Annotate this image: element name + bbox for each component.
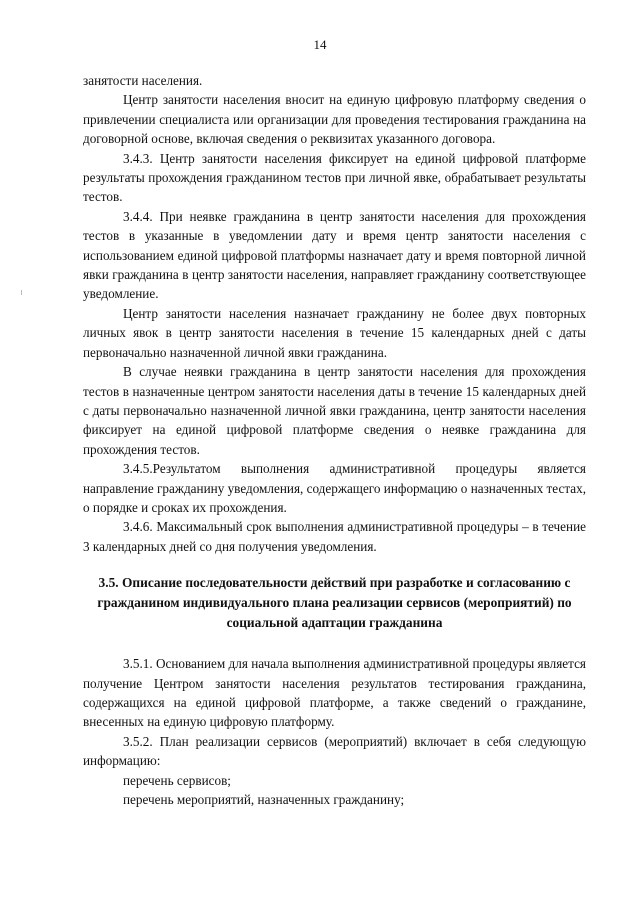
paragraph: 3.4.5.Результатом выполнения административной процедуры является направление гражданину уведомления, содержащего информацию о назначенных тестах, о порядке и сроках их прохождения. [83,461,587,515]
page-content [83,71,586,809]
scan-margin-mark [21,290,22,295]
list-item: перечень мероприятий, назначенных гражданину; [123,792,405,807]
page-number: 14 [313,37,327,52]
paragraph: Центр занятости населения назначает гражданину не более двух повторных личных явок в центр занятости населения в течение 15 календарных дней с даты первоначально назначенной личной явки гражданина. [83,305,586,360]
paragraph: 3.4.3. Центр занятости населения фиксирует на единой цифровой платформе результаты прохождения гражданином тестов при личной явке, обрабатывает результаты тестов. [83,150,586,205]
list-item: перечень сервисов; [123,772,231,788]
paragraph: занятости населения. [83,73,203,88]
paragraph: 3.5.2. План реализации сервисов (мероприятий) включает в себя следующую информацию: [83,733,586,769]
paragraph: В случае неявки гражданина в центр занятости населения для прохождения тестов в назначенные центром занятости населения даты в течение 15 календарных дней с даты первоначально назначенной личной явки гражданина, центр занятости населения фиксирует на единой цифровой платформе сведения о неявке гражданина для прохождения тестов. [83,364,586,457]
paragraph: Центр занятости населения вносит на единую цифровую платформу сведения о привлечении специалиста или организации для проведения тестирования гражданина на договорной основе, включая сведения о реквизитах указанного договора. [83,92,586,147]
section-heading: 3.5. Описание последовательности действий при разработке и согласованию с гражданином индивидуального плана реализации сервисов (мероприятий) по социальной адаптации гражданина [97,575,572,631]
paragraph: 3.4.4. При неявке гражданина в центр занятости населения для прохождения тестов в указанные в уведомлении дату и время центр занятости населения с использованием единой цифровой платформы назначает дату и время повторной личной явки гражданина в центр занятости населения, направляет гражданину соответствующее уведомление. [83,208,586,302]
paragraph: 3.4.6. Максимальный срок выполнения административной процедуры – в течение 3 календарных дней со дня получения уведомления. [83,519,586,554]
paragraph: 3.5.1. Основанием для начала выполнения административной процедуры является получение Центром занятости населения результатов тестирования гражданина, содержащихся на единой цифровой платформе, а также сведений о гражданине, внесенных на единую цифровую платформу. [83,656,586,730]
